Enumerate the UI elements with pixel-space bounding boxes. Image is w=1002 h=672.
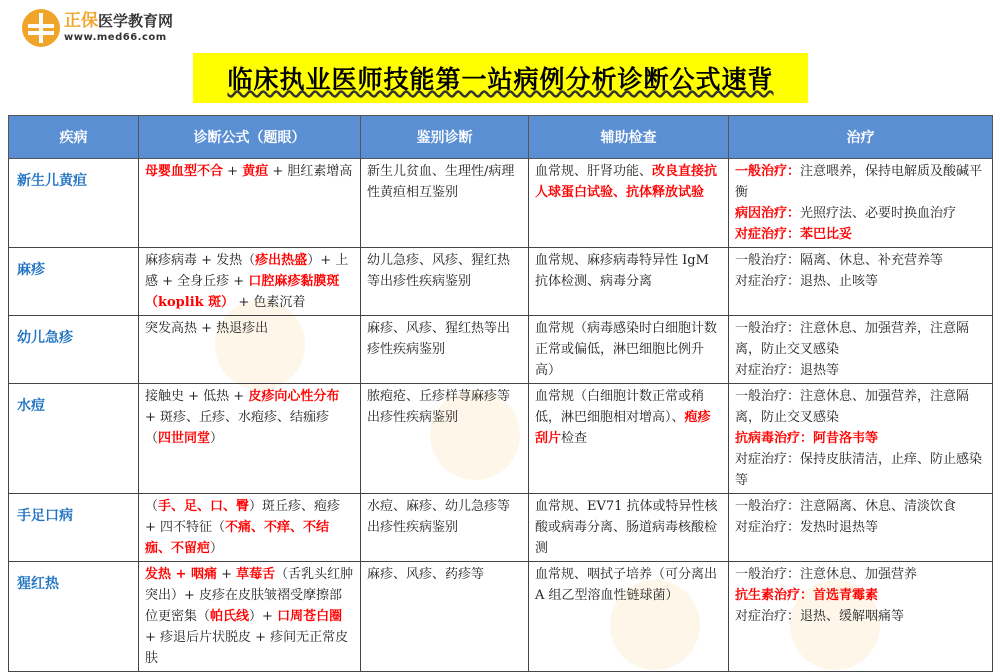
highlight-text: 一般治疗：	[735, 164, 801, 179]
treatment-cell	[729, 248, 993, 316]
differential-cell	[361, 384, 529, 494]
differential-cell	[361, 159, 529, 248]
disease-cell	[9, 494, 139, 562]
exam-cell	[529, 248, 729, 316]
site-logo	[22, 8, 173, 48]
treatment-line	[735, 585, 986, 606]
cell-text: ）斑丘疹、疱疹 + 四不特征（	[145, 499, 341, 535]
table-row	[9, 494, 993, 562]
highlight-text: 手、足、口、臀	[158, 499, 250, 514]
cell-text: 光照疗法、必要时换血治疗	[800, 206, 957, 221]
cell-text: 麻疹、风疹、药疹等	[367, 567, 485, 582]
table-header-row	[9, 116, 993, 159]
treatment-cell	[729, 562, 993, 672]
cell-text: 一般治疗：注意休息、加强营养，注意隔离，防止交叉感染	[735, 389, 970, 425]
cell-text: （	[145, 499, 159, 514]
logo-icon	[22, 9, 60, 47]
disease-name: 手足口病	[17, 508, 73, 524]
cell-text: 麻疹病毒 + 发热（	[145, 253, 256, 268]
cell-text: 一般治疗：隔离、休息、补充营养等	[735, 253, 944, 268]
cell-text: 幼儿急疹、风疹、猩红热等出疹性疾病鉴别	[367, 253, 511, 289]
logo-url: www.med66.com	[64, 32, 167, 43]
cell-text: ）	[210, 541, 224, 556]
exam-cell	[529, 316, 729, 384]
logo-brand: 正保	[64, 11, 98, 31]
differential-cell	[361, 494, 529, 562]
highlight-text: 抗生素治疗：首选青霉素	[735, 588, 879, 603]
table-row	[9, 562, 993, 672]
cell-text: 检查	[561, 431, 588, 446]
disease-cell	[9, 562, 139, 672]
title-banner	[193, 53, 808, 103]
header-disease: 疾病	[9, 116, 139, 159]
cell-text: 对症治疗：发热时退热等	[735, 520, 879, 535]
highlight-text: 发热 + 咽痛	[145, 567, 217, 582]
treatment-cell	[729, 316, 993, 384]
header-exam: 辅助检查	[529, 116, 729, 159]
cell-text: 麻疹、风疹、猩红热等出疹性疾病鉴别	[367, 321, 511, 357]
differential-cell	[361, 562, 529, 672]
disease-name: 麻疹	[17, 262, 45, 278]
formula-cell	[139, 494, 361, 562]
treatment-line	[735, 203, 986, 224]
cell-text: 血常规、肝肾功能、	[535, 164, 653, 179]
treatment-line	[735, 428, 986, 449]
highlight-text: 帕氏线	[210, 609, 250, 624]
disease-name: 新生儿黄疸	[17, 173, 87, 189]
disease-cell	[9, 248, 139, 316]
cell-text: ）+	[249, 609, 278, 624]
table-row	[9, 248, 993, 316]
treatment-cell	[729, 494, 993, 562]
highlight-text: 不痛、不痒、不结痂、不留疤	[145, 520, 330, 556]
cell-text: + 斑疹、丘疹、水疱疹、结痂疹（	[145, 410, 330, 446]
cell-text: + 胆红素增高	[268, 164, 353, 179]
highlight-text: 黄疸	[242, 164, 269, 179]
highlight-text: 口周苍白圈	[277, 609, 343, 624]
treatment-line	[735, 161, 986, 203]
treatment-line	[735, 606, 986, 627]
highlight-text: 皮疹向心性分布	[248, 389, 340, 404]
cell-text: +	[223, 164, 243, 179]
disease-name: 猩红热	[17, 576, 59, 592]
cell-text: + 疹退后片状脱皮 + 疹间无正常皮肤	[145, 630, 349, 666]
cell-text: 一般治疗：注意隔离、休息、清淡饮食	[735, 499, 957, 514]
formula-cell	[139, 562, 361, 672]
highlight-text: 疱疹刮片	[535, 410, 711, 446]
header-differential: 鉴别诊断	[361, 116, 529, 159]
cell-text: 血常规（白细胞计数正常或稍低，淋巴细胞相对增高）、	[535, 389, 705, 425]
exam-cell	[529, 384, 729, 494]
highlight-text: 抗病毒治疗：阿昔洛韦等	[735, 431, 879, 446]
cell-text: +	[216, 567, 237, 582]
disease-cell	[9, 384, 139, 494]
highlight-text: 对症治疗：苯巴比妥	[735, 227, 853, 242]
highlight-text: 口腔麻疹黏膜斑（koplik 斑）	[145, 274, 340, 310]
formula-cell	[139, 248, 361, 316]
cell-text: 注意喂养，保持电解质及酸碱平衡	[735, 164, 983, 200]
highlight-text: 四世同堂	[158, 431, 211, 446]
cell-text: + 色素沉着	[234, 295, 306, 310]
highlight-text: 疹出热盛	[255, 253, 308, 268]
disease-name: 水痘	[17, 398, 45, 414]
treatment-cell	[729, 159, 993, 248]
cell-text: 新生儿贫血、生理性/病理性黄疸相互鉴别	[367, 164, 515, 200]
cell-text: 突发高热 + 热退疹出	[145, 321, 269, 336]
treatment-line	[735, 360, 986, 381]
treatment-line	[735, 224, 986, 245]
disease-cell	[9, 159, 139, 248]
highlight-text: 母婴血型不合	[145, 164, 224, 179]
cell-text: 对症治疗：退热、缓解咽痛等	[735, 609, 905, 624]
disease-cell	[9, 316, 139, 384]
exam-cell	[529, 494, 729, 562]
differential-cell	[361, 316, 529, 384]
treatment-line	[735, 517, 986, 538]
treatment-line	[735, 250, 986, 271]
logo-name: 医学教育网	[98, 12, 174, 30]
cell-text: 对症治疗：退热、止咳等	[735, 274, 879, 289]
differential-cell	[361, 248, 529, 316]
cell-text: 一般治疗：注意休息、加强营养	[735, 567, 918, 582]
header-treatment: 治疗	[729, 116, 993, 159]
table-row	[9, 384, 993, 494]
cell-text: 血常规、麻疹病毒特异性 IgM 抗体检测、病毒分离	[535, 253, 709, 289]
cell-text: ）+ 上感 + 全身丘疹 +	[145, 253, 349, 289]
highlight-text: 病因治疗：	[735, 206, 801, 221]
treatment-cell	[729, 384, 993, 494]
cell-text: 接触史 + 低热 +	[145, 389, 249, 404]
formula-cell	[139, 316, 361, 384]
treatment-line	[735, 386, 986, 428]
exam-cell	[529, 159, 729, 248]
cell-text: ）	[210, 431, 224, 446]
highlight-text: 草莓舌	[236, 567, 276, 582]
page-title: 临床执业医师技能第一站病例分析诊断公式速背	[227, 65, 774, 94]
cell-text: （舌乳头红肿突出）+ 皮疹在皮肤皱褶受摩擦部位更密集（	[145, 567, 354, 624]
treatment-line	[735, 449, 986, 491]
cell-text: 对症治疗：退热等	[735, 363, 840, 378]
diagnosis-table	[8, 115, 993, 672]
cell-text: 对症治疗：保持皮肤清洁，止痒、防止感染等	[735, 452, 983, 488]
treatment-line	[735, 564, 986, 585]
formula-cell	[139, 384, 361, 494]
table-row	[9, 316, 993, 384]
cell-text: 水痘、麻疹、幼儿急疹等出疹性疾病鉴别	[367, 499, 511, 535]
header-formula: 诊断公式（题眼）	[139, 116, 361, 159]
table-row	[9, 159, 993, 248]
exam-cell	[529, 562, 729, 672]
treatment-line	[735, 271, 986, 292]
highlight-text: 改良直接抗人球蛋白试验、抗体释放试验	[535, 164, 718, 200]
cell-text: 一般治疗：注意休息、加强营养，注意隔离，防止交叉感染	[735, 321, 970, 357]
cell-text: 脓疱疮、丘疹样荨麻疹等出疹性疾病鉴别	[367, 389, 511, 425]
disease-name: 幼儿急疹	[17, 330, 73, 346]
cell-text: 血常规、EV71 抗体或特异性核酸或病毒分离、肠道病毒核酸检测	[535, 499, 718, 556]
treatment-line	[735, 318, 986, 360]
formula-cell	[139, 159, 361, 248]
cell-text: 血常规（病毒感染时白细胞计数正常或偏低，淋巴细胞比例升高）	[535, 321, 718, 378]
cell-text: 血常规、咽拭子培养（可分离出 A 组乙型溶血性链球菌）	[535, 567, 718, 603]
treatment-line	[735, 496, 986, 517]
